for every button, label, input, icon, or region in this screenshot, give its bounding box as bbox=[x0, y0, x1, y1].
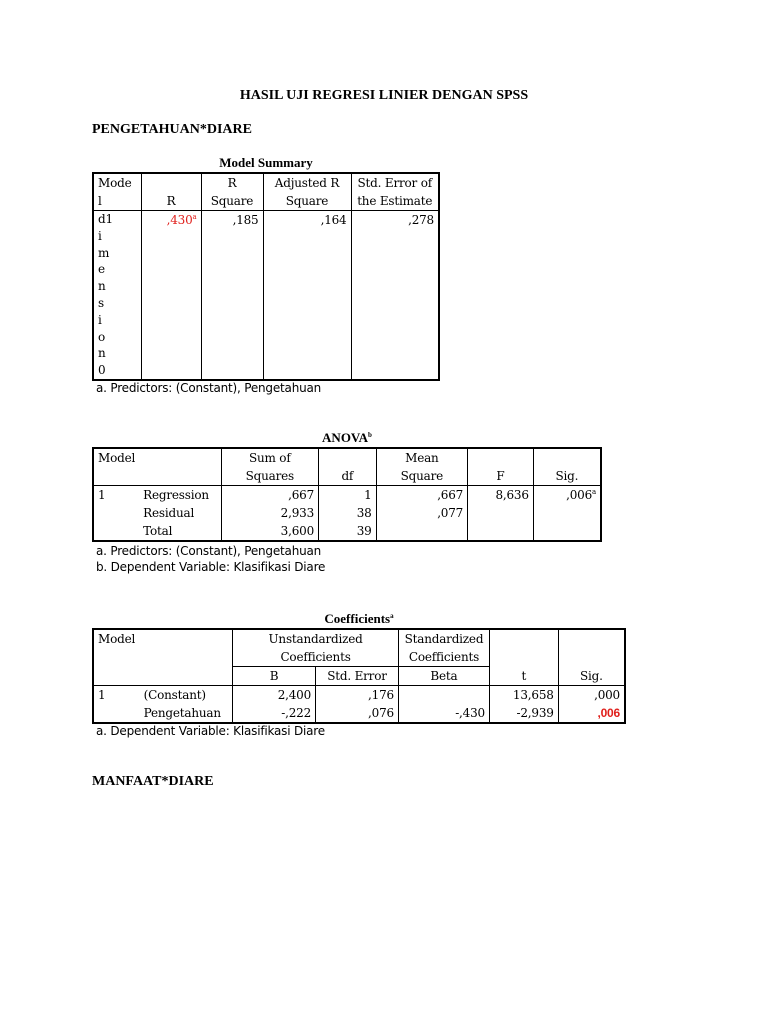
table-row bbox=[93, 522, 601, 541]
cell-adjusted-r-square: ,164 bbox=[263, 211, 351, 381]
header-std-error: Std. Error bbox=[316, 667, 399, 686]
cell-df: 1 bbox=[319, 486, 377, 505]
cell-predictor: (Constant) bbox=[140, 686, 233, 705]
header-blank bbox=[139, 448, 221, 486]
anova-header-row bbox=[93, 448, 601, 486]
header-r: R bbox=[141, 173, 201, 211]
header-f: F bbox=[468, 448, 534, 486]
header-std-error: Std. Error of the Estimate bbox=[351, 173, 439, 211]
coefficients-caption bbox=[92, 611, 626, 627]
model-summary-note-a: a. Predictors: (Constant), Pengetahuan bbox=[96, 381, 322, 395]
table-row bbox=[93, 504, 601, 522]
cell-sig: ,000 bbox=[558, 686, 625, 705]
coefficients-header-row-2 bbox=[93, 667, 625, 686]
coefficients-table bbox=[92, 628, 626, 724]
r-footnote: a bbox=[192, 213, 197, 221]
table-row bbox=[93, 486, 601, 505]
page-title: HASIL UJI REGRESI LINIER DENGAN SPSS bbox=[239, 88, 529, 103]
cell-sum-of-squares: 2,933 bbox=[221, 504, 319, 522]
cell-model-number bbox=[93, 704, 140, 723]
cell-mean-square: ,077 bbox=[376, 504, 468, 522]
cell-predictor: Pengetahuan bbox=[140, 704, 233, 723]
cell-sum-of-squares: ,667 bbox=[221, 486, 319, 505]
anova-caption bbox=[92, 430, 602, 446]
row-label-dimension: d1 i m e n s i o n 0 bbox=[93, 211, 141, 381]
cell-b: -,222 bbox=[233, 704, 316, 723]
cell-sig bbox=[533, 486, 601, 505]
header-sum-of-squares: Sum of Squares bbox=[221, 448, 319, 486]
cell-b: 2,400 bbox=[233, 686, 316, 705]
cell-f bbox=[468, 522, 534, 541]
header-standardized: Standardized Coefficients bbox=[398, 629, 489, 667]
header-sig: Sig. bbox=[558, 667, 625, 686]
anova-note-a: a. Predictors: (Constant), Pengetahuan bbox=[96, 544, 322, 558]
sig-footnote: a bbox=[592, 488, 596, 496]
table-row bbox=[93, 211, 439, 381]
coefficients-header-row-1 bbox=[93, 629, 625, 667]
header-unstandardized: Unstandardized Coefficients bbox=[233, 629, 399, 667]
cell-t: -2,939 bbox=[489, 704, 558, 723]
cell-mean-square: ,667 bbox=[376, 486, 468, 505]
coefficients-note-a: a. Dependent Variable: Klasifikasi Diare bbox=[96, 724, 325, 738]
cell-beta: -,430 bbox=[398, 704, 489, 723]
cell-r bbox=[141, 211, 201, 381]
table-row bbox=[93, 686, 625, 705]
cell-df: 39 bbox=[319, 522, 377, 541]
cell-model-number: 1 bbox=[93, 686, 140, 705]
header-model: Mode l bbox=[93, 173, 141, 211]
cell-source: Residual bbox=[139, 504, 221, 522]
cell-beta bbox=[398, 686, 489, 705]
header-beta: Beta bbox=[398, 667, 489, 686]
anova-caption-text: ANOVA bbox=[322, 430, 369, 445]
section-heading-pengetahuan: PENGETAHUAN*DIARE bbox=[92, 122, 252, 137]
header-blank-sig bbox=[558, 629, 625, 667]
table-row bbox=[93, 704, 625, 723]
coefficients-caption-text: Coefficients bbox=[324, 611, 391, 626]
header-mean-square: Mean Square bbox=[376, 448, 468, 486]
anova-table bbox=[92, 447, 602, 542]
cell-model-number bbox=[93, 504, 139, 522]
cell-sig bbox=[533, 522, 601, 541]
header-t: t bbox=[489, 667, 558, 686]
cell-std-error: ,176 bbox=[316, 686, 399, 705]
header-b: B bbox=[233, 667, 316, 686]
cell-r-square: ,185 bbox=[201, 211, 263, 381]
cell-source: Regression bbox=[139, 486, 221, 505]
model-summary-caption: Model Summary bbox=[219, 155, 313, 170]
cell-f bbox=[468, 504, 534, 522]
anova-caption-footnote: b bbox=[368, 431, 372, 439]
r-value: ,430 bbox=[166, 213, 193, 227]
header-r-square: R Square bbox=[201, 173, 263, 211]
cell-df: 38 bbox=[319, 504, 377, 522]
header-model: Model bbox=[93, 629, 140, 667]
cell-sum-of-squares: 3,600 bbox=[221, 522, 319, 541]
header-adjusted-r-square: Adjusted R Square bbox=[263, 173, 351, 211]
cell-sig-highlight: ,006 bbox=[558, 704, 625, 723]
cell-source: Total bbox=[139, 522, 221, 541]
section-heading-manfaat: MANFAAT*DIARE bbox=[92, 774, 214, 789]
cell-sig bbox=[533, 504, 601, 522]
cell-f: 8,636 bbox=[468, 486, 534, 505]
header-sig: Sig. bbox=[533, 448, 601, 486]
anova-note-b: b. Dependent Variable: Klasifikasi Diare bbox=[96, 560, 326, 574]
sig-value: ,006 bbox=[566, 488, 593, 502]
header-blank bbox=[140, 667, 233, 686]
cell-model-number: 1 bbox=[93, 486, 139, 505]
header-blank bbox=[140, 629, 233, 667]
coefficients-caption-footnote: a bbox=[390, 612, 394, 620]
cell-std-error: ,278 bbox=[351, 211, 439, 381]
cell-model-number bbox=[93, 522, 139, 541]
header-df: df bbox=[319, 448, 377, 486]
model-summary-header-row bbox=[93, 173, 439, 211]
cell-t: 13,658 bbox=[489, 686, 558, 705]
cell-std-error: ,076 bbox=[316, 704, 399, 723]
header-blank bbox=[93, 667, 140, 686]
header-model: Model bbox=[93, 448, 139, 486]
cell-mean-square bbox=[376, 522, 468, 541]
header-blank-t bbox=[489, 629, 558, 667]
model-summary-table bbox=[92, 172, 440, 381]
